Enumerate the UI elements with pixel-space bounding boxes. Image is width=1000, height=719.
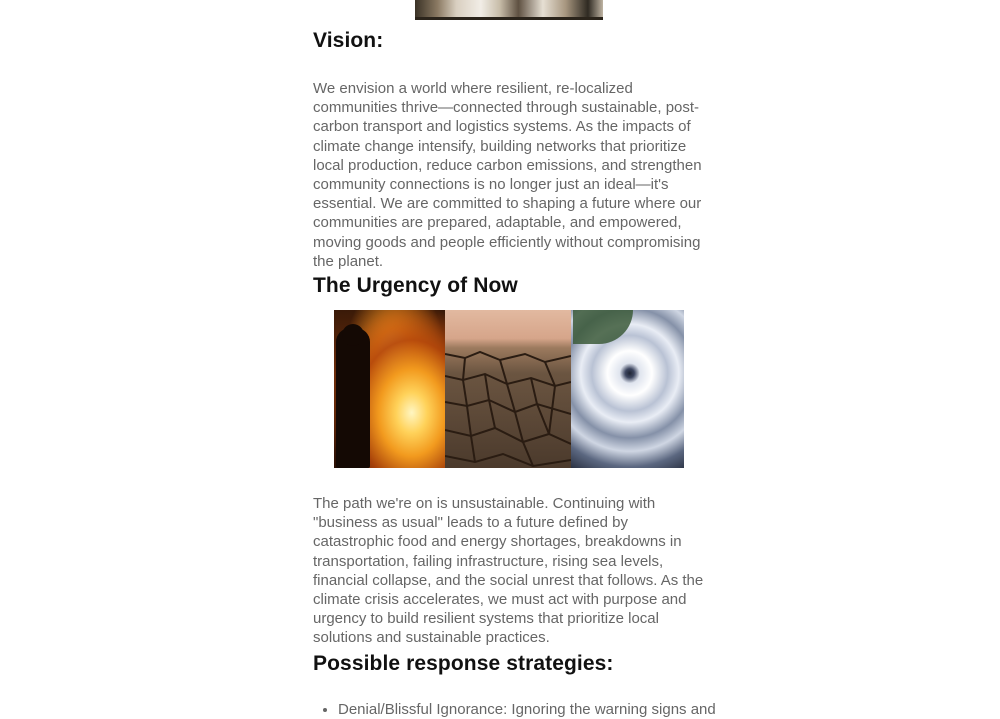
firefighter-silhouette bbox=[336, 328, 370, 468]
crack-pattern bbox=[445, 344, 571, 468]
header-photo bbox=[415, 0, 603, 20]
vision-paragraph: We envision a world where resilient, re-localized communities thrive—connected through sustainable, post-carbon transport and logistics systems. As the impacts of climate change intensify, building networks that prioritize local production, reduce carbon emissions, and strengthen community connections is no longer just an ideal—it's essential. We are committed to shaping a future where our communities are prepared, adaptable, and empowered, moving goods and people efficiently without compromising the planet. bbox=[313, 80, 702, 270]
climate-disaster-collage bbox=[334, 310, 684, 468]
drought-cracked-earth-photo bbox=[445, 310, 571, 468]
strategies-list bbox=[313, 700, 738, 719]
list-item: • Denial/Blissful Ignorance: Ignoring the warning signs and bbox=[338, 700, 738, 719]
urgency-paragraph: The path we're on is unsustainable. Continuing with "business as usual" leads to a future defined by catastrophic food and energy shortages, breakdowns in transportation, failing infrastructure, rising sea levels, financial collapse, and the social unrest that follows. As the climate crisis accelerates, we must act with purpose and urgency to build resilient systems that prioritize local solutions and sustainable practices. bbox=[313, 495, 704, 647]
strategies-heading: Possible response strategies: bbox=[313, 652, 614, 675]
firefighter-head bbox=[342, 324, 364, 346]
hurricane-satellite-photo bbox=[571, 310, 684, 468]
coastline bbox=[573, 310, 633, 344]
urgency-heading: The Urgency of Now bbox=[313, 274, 518, 297]
vision-heading: Vision: bbox=[313, 29, 384, 52]
wildfire-photo bbox=[334, 310, 445, 468]
